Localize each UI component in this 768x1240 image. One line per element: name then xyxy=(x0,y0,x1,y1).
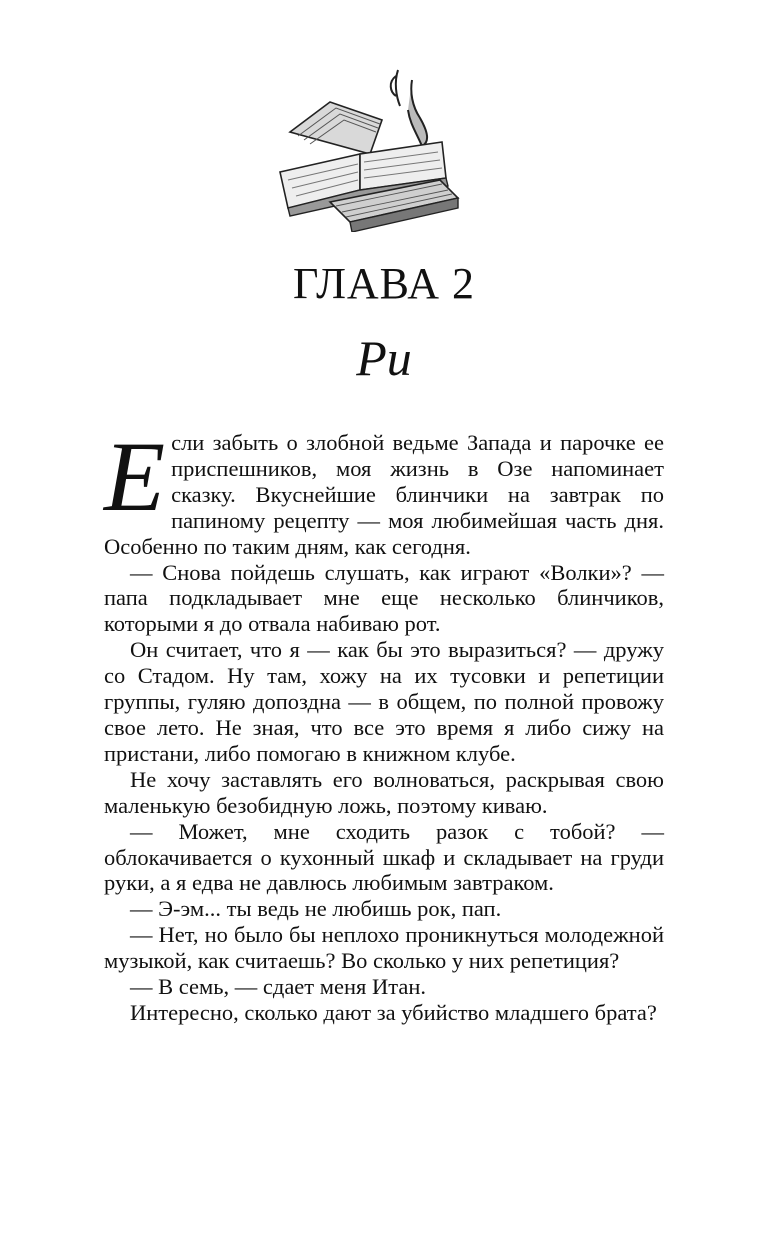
paragraph: Не хочу заставлять его волноваться, раскрывая свою маленькую безобидную ложь, поэтому киваю. xyxy=(104,766,664,818)
paragraph: — В семь, — сдает меня Итан. xyxy=(130,974,426,1000)
paragraph: — Нет, но было бы неплохо проникнуться молодежной музыкой, как считаешь? Во сколько у них репетиция? xyxy=(104,922,664,974)
open-book-illustration xyxy=(270,62,470,232)
drop-cap: Е xyxy=(104,421,166,532)
paragraph xyxy=(104,421,664,560)
paragraph: — Снова пойдешь слушать, как играют «Волки»? — папа подкладывает мне еще несколько блинчиков, которыми я до отвала набиваю рот. xyxy=(104,559,664,637)
paragraph: — Э-эм... ты ведь не любишь рок, пап. xyxy=(130,896,502,922)
chapter-body xyxy=(104,421,664,1026)
paragraph: Интересно, сколько дают за убийство младшего брата? xyxy=(130,999,657,1025)
paragraph-text: сли забыть о злобной ведьме Запада и парочке ее приспешников, моя жизнь в Озе напоминает сказку. Вкуснейшие блинчики на завтрак по папиному рецепту — моя любимейшая часть дня. Особенно по таким дням, как сегодня. xyxy=(104,430,664,559)
chapter-title: ГЛАВА 2 xyxy=(292,259,476,308)
paragraph: Он считает, что я — как бы это выразиться? — дружу со Стадом. Ну там, хожу на их тусовки и репетиции группы, гуляю допоздна — в общем, по полной провожу свое лето. Не зная, что все это время я либо сижу на пристани, либо помогаю в книжном клубе. xyxy=(104,637,664,766)
chapter-subtitle: Ри xyxy=(356,330,412,386)
paragraph: — Может, мне сходить разок с тобой? — облокачивается о кухонный шкаф и складывает на груди руки, а я едва не давлюсь любимым завтраком. xyxy=(104,818,664,896)
